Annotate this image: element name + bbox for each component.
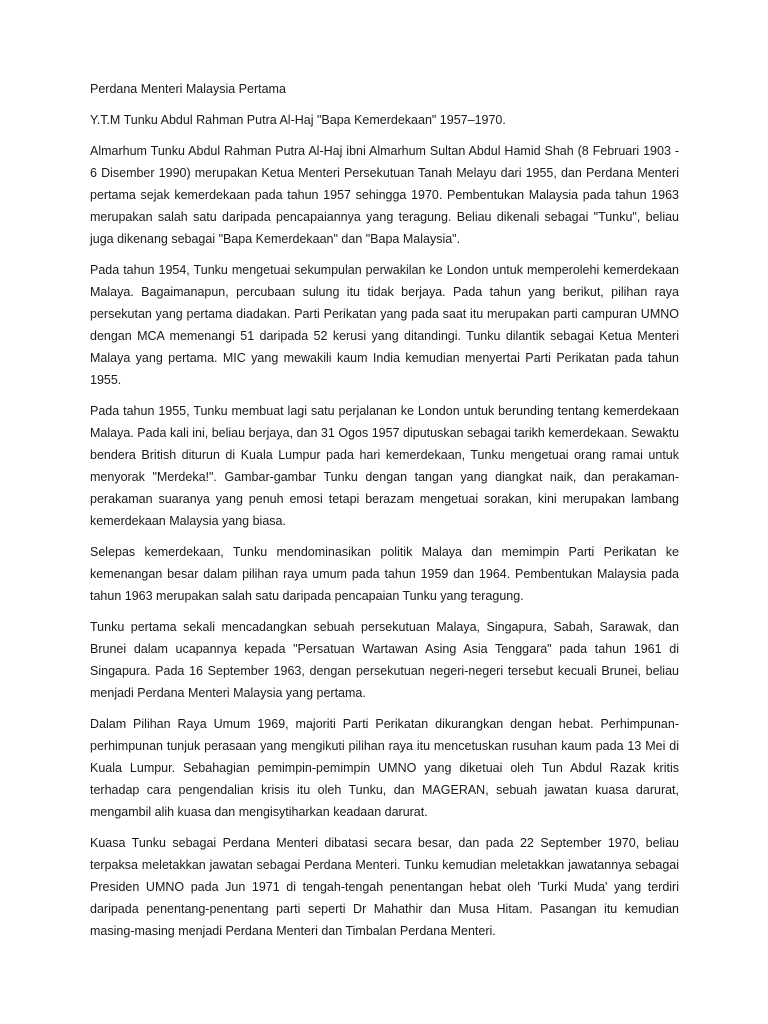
paragraph-malaysia-formation: Tunku pertama sekali mencadangkan sebuah persekutuan Malaya, Singapura, Sabah, Sarawak, dan Brunei dalam ucapannya kepada "Persatuan Wartawan Asing Asia Tenggara" pada tahun 1961 di Singapura. Pada 16 September 1963, dengan persekutuan negeri-negeri tersebut kecuali Brunei, beliau menjadi Perdana Menteri Malaysia yang pertama. [90,620,679,700]
document-subtitle: Y.T.M Tunku Abdul Rahman Putra Al-Haj "Bapa Kemerdekaan" 1957–1970. [90,113,506,127]
paragraph-resignation: Kuasa Tunku sebagai Perdana Menteri dibatasi secara besar, dan pada 22 September 1970, beliau terpaksa meletakkan jawatan sebagai Perdana Menteri. Tunku kemudian meletakkan jawatannya sebagai Presiden UMNO pada Jun 1971 di tengah-tengah penentangan hebat oleh 'Turki Muda' yang terdiri daripada penentang-penentang parti seperti Dr Mahathir dan Musa Hitam. Pasangan itu kemudian masing-masing menjadi Perdana Menteri dan Timbalan Perdana Menteri. [90,836,679,938]
paragraph-biography: Almarhum Tunku Abdul Rahman Putra Al-Haj ibni Almarhum Sultan Abdul Hamid Shah (8 Februari 1903 - 6 Disember 1990) merupakan Ketua Menteri Persekutuan Tanah Melayu dari 1955, dan Perdana Menteri pertama sejak kemerdekaan pada tahun 1957 sehingga 1970. Pembentukan Malaysia pada tahun 1963 merupakan salah satu daripada pencapaiannya yang teragung. Beliau dikenali sebagai "Tunku", beliau juga dikenang sebagai "Bapa Kemerdekaan" dan "Bapa Malaysia". [90,144,679,246]
paragraph-post-independence: Selepas kemerdekaan, Tunku mendominasikan politik Malaya dan memimpin Parti Perikatan ke kemenangan besar dalam pilihan raya umum pada tahun 1959 dan 1964. Pembentukan Malaysia pada tahun 1963 merupakan salah satu daripada pencapaian Tunku yang teragung. [90,545,679,603]
paragraph-1955-independence: Pada tahun 1955, Tunku membuat lagi satu perjalanan ke London untuk berunding tentang kemerdekaan Malaya. Pada kali ini, beliau berjaya, dan 31 Ogos 1957 diputuskan sebagai tarikh kemerdekaan. Sewaktu bendera British diturun di Kuala Lumpur pada hari kemerdekaan, Tunku mengetuai orang ramai untuk menyorak "Merdeka!". Gambar-gambar Tunku dengan tangan yang diangkat naik, dan perakaman-perakaman suaranya yang penuh emosi tetapi berazam mengetuai sorakan, kini merupakan lambang kemerdekaan Malaysia yang biasa. [90,404,679,528]
document-page [90,78,679,951]
paragraph-1969-election: Dalam Pilihan Raya Umum 1969, majoriti Parti Perikatan dikurangkan dengan hebat. Perhimpunan-perhimpunan tunjuk perasaan yang mengikuti pilihan raya itu mencetuskan rusuhan kaum pada 13 Mei di Kuala Lumpur. Sebahagian pemimpin-pemimpin UMNO yang diketuai oleh Tun Abdul Razak kritis terhadap cara pengendalian krisis itu oleh Tunku, dan MAGERAN, sebuah jawatan kuasa darurat, mengambil alih kuasa dan mengisytiharkan keadaan darurat. [90,717,679,819]
document-title: Perdana Menteri Malaysia Pertama [90,82,286,96]
paragraph-1954-london: Pada tahun 1954, Tunku mengetuai sekumpulan perwakilan ke London untuk memperolehi kemerdekaan Malaya. Bagaimanapun, percubaan sulung itu tidak berjaya. Pada tahun yang berikut, pilihan raya persekutan yang pertama diadakan. Parti Perikatan yang pada saat itu merupakan parti campuran UMNO dengan MCA memenangi 51 daripada 52 kerusi yang ditandingi. Tunku dilantik sebagai Ketua Menteri Malaya yang pertama. MIC yang mewakili kaum India kemudian menyertai Parti Perikatan pada tahun 1955. [90,263,679,387]
